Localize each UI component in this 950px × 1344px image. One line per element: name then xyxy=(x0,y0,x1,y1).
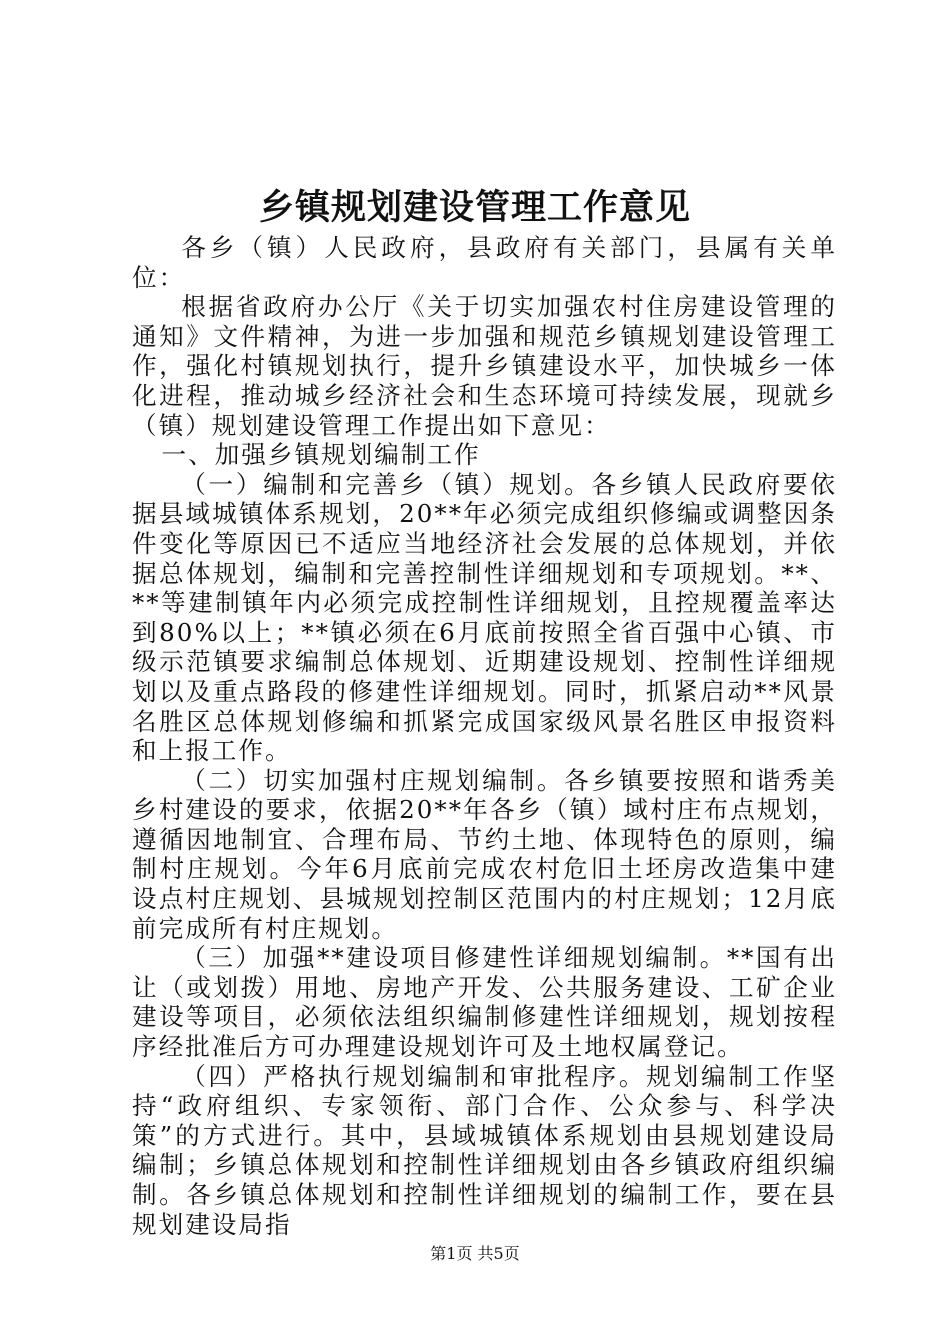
body-paragraph: （一）编制和完善乡（镇）规划。各乡镇人民政府要依据县域城镇体系规划，20**年必须完成组织修编或调整因条件变化等原因已不适应当地经济社会发展的总体规划，并依据总体规划，编制和完善控制性详细规划和专项规划。**、**等建制镇年内必须完成控制性详细规划，且控规覆盖率达到80%以上；**镇必须在6月底前按照全省百强中心镇、市级示范镇要求编制总体规划、近期建设规划、控制性详细规划以及重点路段的修建性详细规划。同时，抓紧启动**风景名胜区总体规划修编和抓紧完成国家级风景名胜区申报资料和上报工作。 xyxy=(132,469,837,766)
document-body xyxy=(132,233,837,1239)
section-heading: 一、加强乡镇规划编制工作 xyxy=(161,440,481,470)
document-title: 乡镇规划建设管理工作意见 xyxy=(258,187,691,228)
body-paragraph: （二）切实加强村庄规划编制。各乡镇要按照和谐秀美乡村建设的要求，依据20**年各乡（镇）域村庄布点规划，遵循因地制宜、合理布局、节约土地、体现特色的原则，编制村庄规划。今年6月底前完成农村危旧土坯房改造集中建设点村庄规划、县城规划控制区范围内的村庄规划；12月底前完成所有村庄规划。 xyxy=(132,765,837,943)
salutation-paragraph: 各乡（镇）人民政府，县政府有关部门，县属有关单位： xyxy=(132,233,837,292)
intro-paragraph: 根据省政府办公厅《关于切实加强农村住房建设管理的通知》文件精神，为进一步加强和规范乡镇规划建设管理工作，强化村镇规划执行，提升乡镇建设水平，加快城乡一体化进程，推动城乡经济社会和生态环境可持续发展，现就乡（镇）规划建设管理工作提出如下意见： xyxy=(132,292,837,440)
page-number-footer: 第1页 共5页 xyxy=(430,1244,520,1263)
body-paragraph: （四）严格执行规划编制和审批程序。规划编制工作坚持“政府组织、专家领衔、部门合作、公众参与、科学决策”的方式进行。其中，县域城镇体系规划由县规划建设局编制；乡镇总体规划和控制性详细规划由各乡镇政府组织编制。各乡镇总体规划和控制性详细规划的编制工作，要在县规划建设局指 xyxy=(132,1061,837,1239)
body-paragraph: （三）加强**建设项目修建性详细规划编制。**国有出让（或划拨）用地、房地产开发、公共服务建设、工矿企业建设等项目，必须依法组织编制修建性详细规划，规划按程序经批准后方可办理建设规划许可及土地权属登记。 xyxy=(132,943,837,1062)
